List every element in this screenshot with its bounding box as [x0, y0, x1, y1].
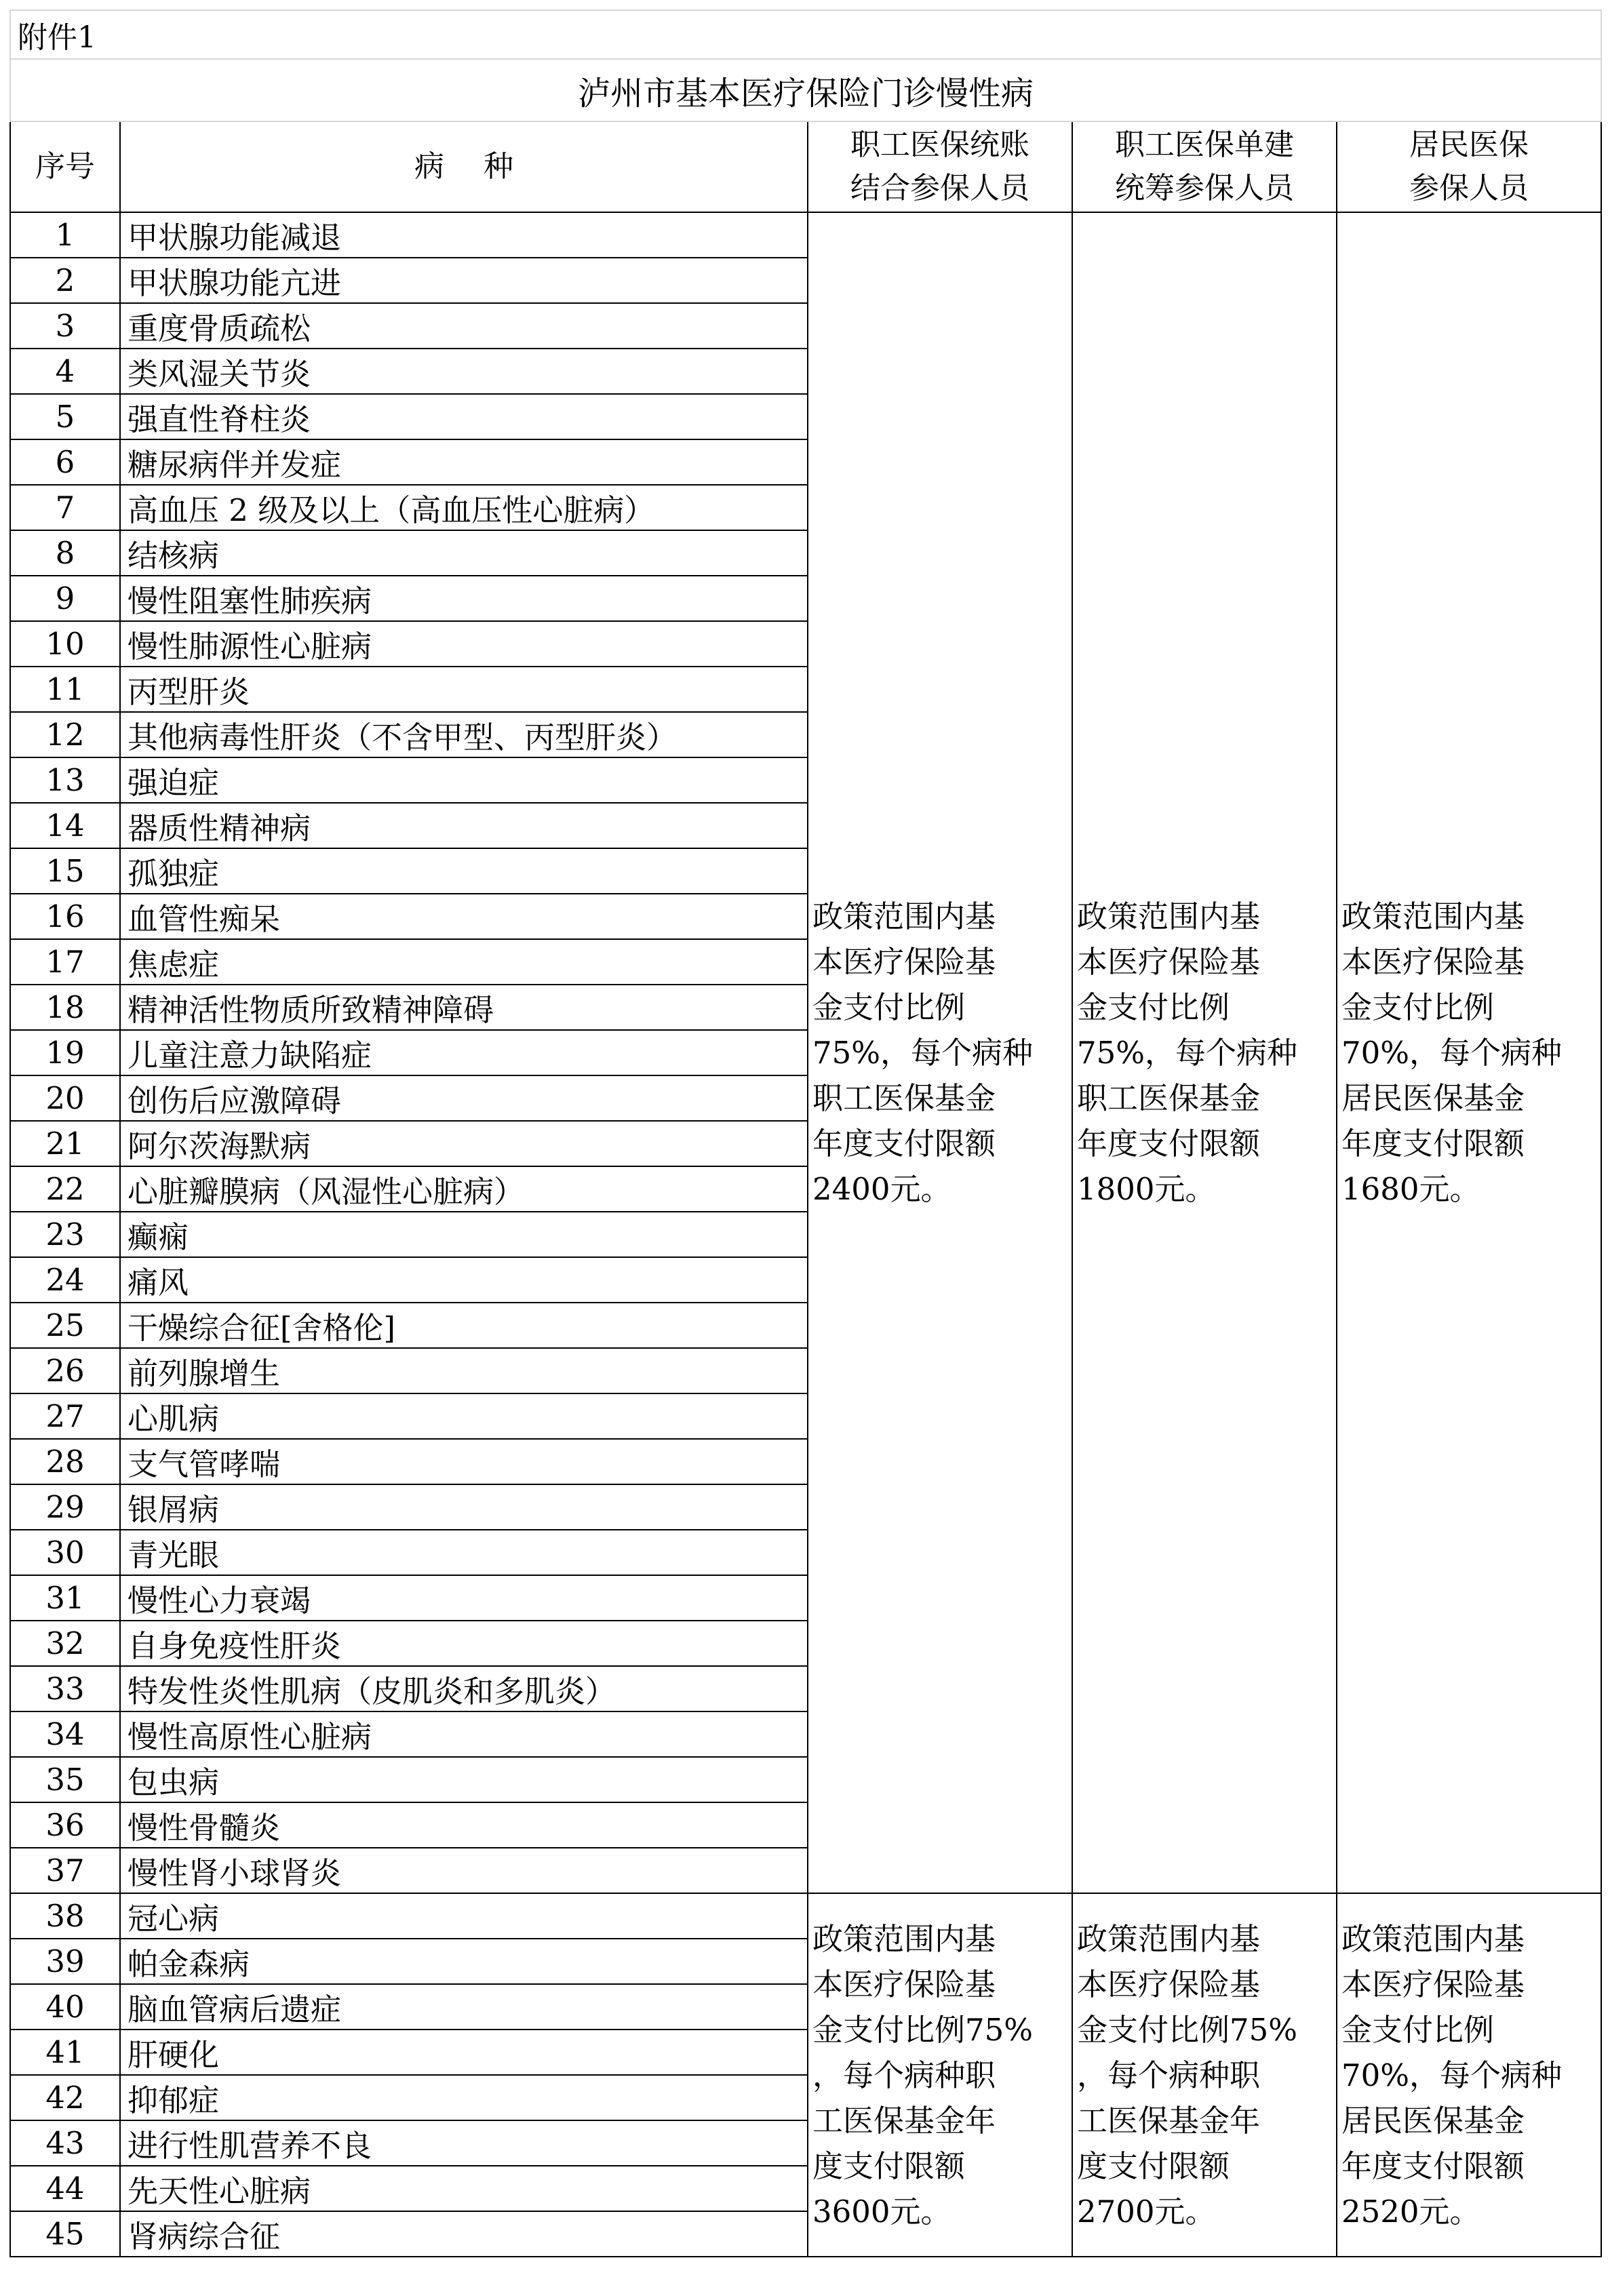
row-disease-name: 孤独症	[120, 848, 808, 894]
header-resident	[1337, 121, 1601, 212]
policy-text	[812, 894, 1067, 1212]
row-disease-name: 冠心病	[120, 1893, 808, 1939]
table-row	[10, 1893, 1601, 1939]
policy-line: 2520元。	[1341, 2193, 1480, 2230]
policy-policy_group1-col3	[1337, 212, 1601, 1893]
row-index: 2	[10, 258, 120, 303]
header-resident-line2: 参保人员	[1409, 171, 1529, 205]
row-index: 40	[10, 1984, 120, 2030]
policy-line: 70%，每个病种	[1341, 2057, 1563, 2093]
policy-line: 70%，每个病种	[1341, 1035, 1563, 1071]
row-disease-name: 慢性心力衰竭	[120, 1575, 808, 1621]
row-index: 36	[10, 1802, 120, 1848]
row-disease-name: 癫痫	[120, 1212, 808, 1257]
row-disease-name: 心肌病	[120, 1393, 808, 1439]
row-disease-name: 先天性心脏病	[120, 2166, 808, 2211]
policy-line: 3600元。	[812, 2193, 951, 2230]
policy-line: 本医疗保险基	[812, 1966, 996, 2002]
policy-policy_group2-col2	[1072, 1893, 1337, 2257]
policy-line: 年度支付限额	[812, 1126, 996, 1162]
row-index: 10	[10, 621, 120, 667]
policy-text	[1077, 1916, 1332, 2234]
row-index: 32	[10, 1621, 120, 1666]
row-index: 13	[10, 757, 120, 803]
row-index: 22	[10, 1166, 120, 1212]
policy-line: 金支付比例	[812, 989, 966, 1025]
row-index: 15	[10, 848, 120, 894]
row-index: 12	[10, 712, 120, 757]
row-disease-name: 类风湿关节炎	[120, 349, 808, 394]
policy-line: 75%，每个病种	[1077, 1035, 1298, 1071]
policy-line: 本医疗保险基	[1341, 944, 1525, 980]
policy-policy_group1-col2	[1072, 212, 1337, 1893]
row-disease-name: 儿童注意力缺陷症	[120, 1030, 808, 1075]
row-disease-name: 进行性肌营养不良	[120, 2120, 808, 2166]
row-disease-name: 包虫病	[120, 1757, 808, 1802]
attachment-label: 附件1	[10, 10, 1601, 59]
policy-line: 本医疗保险基	[1341, 1966, 1525, 2002]
policy-policy_group2-col1	[808, 1893, 1072, 2257]
policy-policy_group2-col3	[1337, 1893, 1601, 2257]
header-resident-line1: 居民医保	[1409, 127, 1529, 162]
row-index: 38	[10, 1893, 120, 1939]
table-row	[10, 212, 1601, 258]
row-index: 29	[10, 1484, 120, 1530]
row-disease-name: 银屑病	[120, 1484, 808, 1530]
row-index: 6	[10, 439, 120, 485]
row-index: 35	[10, 1757, 120, 1802]
policy-line: ，每个病种职	[1077, 2057, 1261, 2093]
row-index: 41	[10, 2030, 120, 2075]
row-disease-name: 特发性炎性肌病（皮肌炎和多肌炎）	[120, 1666, 808, 1711]
policy-line: 金支付比例	[1341, 2011, 1495, 2048]
header-index: 序号	[10, 121, 120, 212]
policy-line: 本医疗保险基	[1077, 1966, 1261, 2002]
row-index: 45	[10, 2211, 120, 2257]
policy-line: 2700元。	[1077, 2193, 1216, 2230]
row-disease-name: 甲状腺功能亢进	[120, 258, 808, 303]
row-disease-name: 自身免疫性肝炎	[120, 1621, 808, 1666]
policy-line: 度支付限额	[812, 2147, 966, 2184]
policy-line: 政策范围内基	[1341, 1920, 1525, 1957]
row-index: 26	[10, 1348, 120, 1393]
policy-line: 本医疗保险基	[1077, 944, 1261, 980]
row-disease-name: 血管性痴呆	[120, 894, 808, 939]
row-index: 43	[10, 2120, 120, 2166]
policy-line: 75%，每个病种	[812, 1035, 1034, 1071]
row-index: 42	[10, 2075, 120, 2120]
header-disease: 病 种	[120, 121, 808, 212]
row-disease-name: 前列腺增生	[120, 1348, 808, 1393]
policy-line: 工医保基金年	[812, 2102, 996, 2139]
policy-text	[1341, 1916, 1596, 2234]
row-disease-name: 慢性骨髓炎	[120, 1802, 808, 1848]
chronic-disease-table	[9, 9, 1602, 2257]
row-index: 11	[10, 667, 120, 712]
policy-line: 1800元。	[1077, 1171, 1216, 1207]
row-disease-name: 甲状腺功能减退	[120, 212, 808, 258]
row-disease-name: 慢性肺源性心脏病	[120, 621, 808, 667]
row-index: 17	[10, 939, 120, 985]
policy-line: 年度支付限额	[1077, 1126, 1261, 1162]
policy-line: 年度支付限额	[1341, 1126, 1525, 1162]
policy-text	[1341, 894, 1596, 1212]
row-disease-name: 肝硬化	[120, 2030, 808, 2075]
header-employee-combined	[808, 121, 1072, 212]
row-disease-name: 青光眼	[120, 1530, 808, 1575]
policy-line: 2400元。	[812, 1171, 951, 1207]
policy-line: 居民医保基金	[1341, 1080, 1525, 1116]
policy-line: 政策范围内基	[812, 1920, 996, 1957]
header-employee-pooled	[1072, 121, 1337, 212]
row-index: 37	[10, 1848, 120, 1893]
policy-policy_group1-col1	[808, 212, 1072, 1893]
policy-line: 1680元。	[1341, 1171, 1480, 1207]
row-disease-name: 痛风	[120, 1257, 808, 1303]
policy-line: 政策范围内基	[1077, 898, 1261, 934]
row-disease-name: 慢性高原性心脏病	[120, 1711, 808, 1757]
row-disease-name: 慢性肾小球肾炎	[120, 1848, 808, 1893]
policy-line: 金支付比例	[1077, 989, 1230, 1025]
row-disease-name: 重度骨质疏松	[120, 303, 808, 349]
header-employee-pooled-line1: 职工医保单建	[1115, 127, 1294, 162]
row-disease-name: 干燥综合征[舍格伦]	[120, 1303, 808, 1348]
policy-text	[812, 1916, 1067, 2234]
row-disease-name: 丙型肝炎	[120, 667, 808, 712]
row-index: 28	[10, 1439, 120, 1484]
row-disease-name: 强迫症	[120, 757, 808, 803]
row-index: 4	[10, 349, 120, 394]
policy-line: 政策范围内基	[1341, 898, 1525, 934]
row-index: 44	[10, 2166, 120, 2211]
policy-line: 职工医保基金	[1077, 1080, 1261, 1116]
row-index: 33	[10, 1666, 120, 1711]
table-title: 泸州市基本医疗保险门诊慢性病	[10, 59, 1601, 121]
row-index: 25	[10, 1303, 120, 1348]
policy-line: 度支付限额	[1077, 2147, 1230, 2184]
row-index: 1	[10, 212, 120, 258]
row-disease-name: 抑郁症	[120, 2075, 808, 2120]
row-disease-name: 肾病综合征	[120, 2211, 808, 2257]
row-index: 16	[10, 894, 120, 939]
row-index: 23	[10, 1212, 120, 1257]
row-index: 3	[10, 303, 120, 349]
row-disease-name: 创伤后应激障碍	[120, 1075, 808, 1121]
row-disease-name: 其他病毒性肝炎（不含甲型、丙型肝炎）	[120, 712, 808, 757]
policy-line: ，每个病种职	[812, 2057, 996, 2093]
row-index: 21	[10, 1121, 120, 1166]
row-index: 5	[10, 394, 120, 439]
row-disease-name: 阿尔茨海默病	[120, 1121, 808, 1166]
row-index: 39	[10, 1939, 120, 1984]
policy-line: 居民医保基金	[1341, 2102, 1525, 2139]
header-employee-combined-line2: 结合参保人员	[850, 171, 1029, 205]
row-index: 8	[10, 530, 120, 576]
policy-line: 职工医保基金	[812, 1080, 996, 1116]
row-index: 20	[10, 1075, 120, 1121]
row-disease-name: 强直性脊柱炎	[120, 394, 808, 439]
row-disease-name: 器质性精神病	[120, 803, 808, 848]
policy-line: 金支付比例75%	[812, 2011, 1034, 2048]
policy-line: 政策范围内基	[1077, 1920, 1261, 1957]
policy-line: 本医疗保险基	[812, 944, 996, 980]
row-index: 7	[10, 485, 120, 530]
policy-line: 年度支付限额	[1341, 2147, 1525, 2184]
policy-line: 金支付比例75%	[1077, 2011, 1298, 2048]
row-disease-name: 脑血管病后遗症	[120, 1984, 808, 2030]
row-index: 9	[10, 576, 120, 621]
header-employee-combined-line1: 职工医保统账	[850, 127, 1029, 162]
row-index: 19	[10, 1030, 120, 1075]
row-disease-name: 焦虑症	[120, 939, 808, 985]
row-disease-name: 结核病	[120, 530, 808, 576]
row-disease-name: 支气管哮喘	[120, 1439, 808, 1484]
header-employee-pooled-line2: 统筹参保人员	[1115, 171, 1294, 205]
document-page	[9, 9, 1601, 2287]
row-index: 30	[10, 1530, 120, 1575]
row-disease-name: 帕金森病	[120, 1939, 808, 1984]
row-index: 24	[10, 1257, 120, 1303]
policy-line: 工医保基金年	[1077, 2102, 1261, 2139]
row-index: 27	[10, 1393, 120, 1439]
row-disease-name: 慢性阻塞性肺疾病	[120, 576, 808, 621]
row-disease-name: 精神活性物质所致精神障碍	[120, 985, 808, 1030]
policy-line: 政策范围内基	[812, 898, 996, 934]
row-index: 31	[10, 1575, 120, 1621]
policy-text	[1077, 894, 1332, 1212]
row-disease-name: 心脏瓣膜病（风湿性心脏病）	[120, 1166, 808, 1212]
row-disease-name: 糖尿病伴并发症	[120, 439, 808, 485]
row-index: 34	[10, 1711, 120, 1757]
row-disease-name: 高血压 2 级及以上（高血压性心脏病）	[120, 485, 808, 530]
row-index: 14	[10, 803, 120, 848]
row-index: 18	[10, 985, 120, 1030]
policy-line: 金支付比例	[1341, 989, 1495, 1025]
